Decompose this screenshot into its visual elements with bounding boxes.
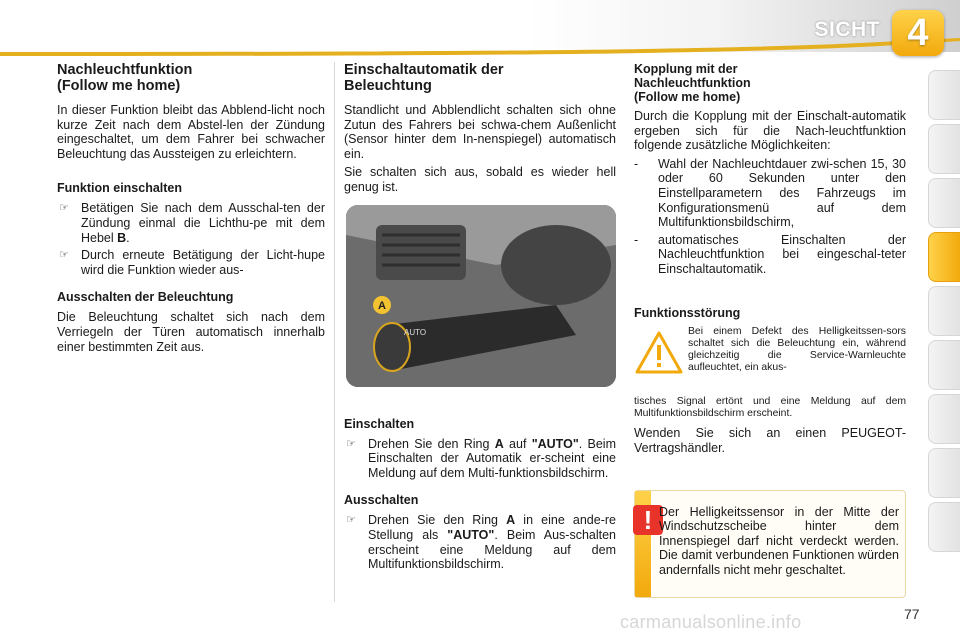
switch-on-heading: Einschalten bbox=[344, 416, 415, 431]
pointer-icon: ☞ bbox=[346, 514, 356, 527]
intro-paragraph: Standlicht und Abblendlicht schalten sich ohne Zutun des Fahrers bei schwa-chem Außenlicht (Sensor hinter dem In-nenspiegel) automatisch ein. bbox=[344, 103, 616, 161]
note-text: Der Helligkeitssensor in der Mitte der Windschutzscheibe hinter dem Innenspiegel darf nicht verdeckt werden. Die damit verbundenen Funktionen würden andernfalls nicht mehr geschaltet. bbox=[659, 505, 899, 577]
lighting-stalk-photo bbox=[346, 205, 616, 387]
pointer-icon: ☞ bbox=[59, 249, 69, 262]
column-divider bbox=[334, 62, 335, 602]
column-follow-me-home bbox=[57, 62, 325, 358]
fault-text: Bei einem Defekt des Helligkeitssen-sors schaltet sich die Beleuchtung ein, während gleichzeitig die Service-Warnleuchte aufleuchtet, ein akus- bbox=[688, 325, 906, 374]
label-auto: AUTO bbox=[404, 327, 427, 337]
warning-triangle-icon bbox=[634, 330, 684, 376]
dash-item: - Wahl der Nachleuchtdauer zwi-schen 15, 30 oder 60 Sekunden unter den Einstellparametern des Fahrzeugs im Konfigurationsmenü auf dem Multifunktionsbildschirm, bbox=[634, 156, 906, 230]
label-a: A bbox=[378, 299, 386, 312]
deactivate-heading: Ausschalten der Beleuchtung bbox=[57, 290, 234, 305]
dash-item: - automatisches Einschalten der Nachleuchtfunktion bei eingeschal-teter Einschaltautomatik. bbox=[634, 232, 906, 276]
fault-text-cont: tisches Signal ertönt und eine Meldung auf dem Multifunktionsbildschirm erscheint. bbox=[634, 395, 906, 419]
exclamation-icon: ! bbox=[633, 505, 663, 535]
activate-heading: Funktion einschalten bbox=[57, 181, 183, 196]
chapter-tab[interactable] bbox=[928, 394, 960, 444]
chapter-number-badge: 4 bbox=[892, 10, 944, 56]
chapter-tab[interactable] bbox=[928, 448, 960, 498]
chapter-tab[interactable] bbox=[928, 286, 960, 336]
pointer-icon: ☞ bbox=[346, 437, 356, 450]
page-number: 77 bbox=[904, 606, 920, 622]
deactivate-paragraph: Die Beleuchtung schaltet sich nach dem Verriegeln der Türen automatisch innerhalb einer bestimmten Zeit aus. bbox=[57, 310, 325, 354]
watermark: carmanualsonline.info bbox=[620, 612, 802, 632]
chapter-title: SICHT bbox=[814, 18, 880, 41]
section-title: Einschaltautomatik der Beleuchtung bbox=[344, 62, 504, 94]
lighting-stalk-illustration bbox=[346, 205, 616, 387]
chapter-tab-active[interactable] bbox=[928, 232, 960, 282]
fault-warning bbox=[634, 326, 906, 396]
chapter-tabs bbox=[928, 70, 960, 556]
chapter-tab[interactable] bbox=[928, 340, 960, 390]
intro-paragraph: Durch die Kopplung mit der Einschalt-automatik ergeben sich für die Nach-leuchtfunktion folgende zusätzliche Möglichkeiten: bbox=[634, 109, 906, 153]
column-auto-lighting bbox=[344, 62, 616, 575]
section-title: Nachleuchtfunktion (Follow me home) bbox=[57, 62, 193, 94]
intro-paragraph: In dieser Funktion bleibt das Abblend-licht noch kurze Zeit nach dem Abstel-len der Zündung eingeschaltet, um dem Fahrer bei schwacher Beleuchtung das Aussteigen zu erleichtern. bbox=[57, 103, 325, 161]
switch-off-heading: Ausschalten bbox=[344, 493, 419, 508]
section-title: Kopplung mit der Nachleuchtfunktion (Follow me home) bbox=[634, 62, 751, 104]
column-coupling bbox=[634, 62, 906, 459]
chapter-tab[interactable] bbox=[928, 70, 960, 120]
dealer-paragraph: Wenden Sie sich an einen PEUGEOT-Vertragshändler. bbox=[634, 425, 906, 455]
note-box bbox=[634, 490, 906, 598]
chapter-tab[interactable] bbox=[928, 178, 960, 228]
bullet-item: ☞ Drehen Sie den Ring A in eine ande-re Stellung als "AUTO". Beim Aus-schalten erscheint eine Meldung auf dem Multifunktionsbildschirm. bbox=[346, 513, 616, 572]
bullet-item: ☞ Durch erneute Betätigung der Licht-hupe wird die Funktion wieder aus- bbox=[59, 248, 325, 277]
intro-paragraph-2: Sie schalten sich aus, sobald es wieder hell genug ist. bbox=[344, 165, 616, 194]
chapter-tab[interactable] bbox=[928, 502, 960, 552]
bullet-item: ☞ Drehen Sie den Ring A auf "AUTO". Beim Einschalten der Automatik er-scheint eine Meldung auf dem Multi-funktionsbildschirm. bbox=[346, 436, 616, 480]
pointer-icon: ☞ bbox=[59, 202, 69, 215]
fault-heading: Funktionsstörung bbox=[634, 305, 741, 320]
bullet-item: ☞ Betätigen Sie nach dem Ausschal-ten der Zündung einmal die Lichthu-pe mit dem Hebel B. bbox=[59, 201, 325, 245]
chapter-tab[interactable] bbox=[928, 124, 960, 174]
